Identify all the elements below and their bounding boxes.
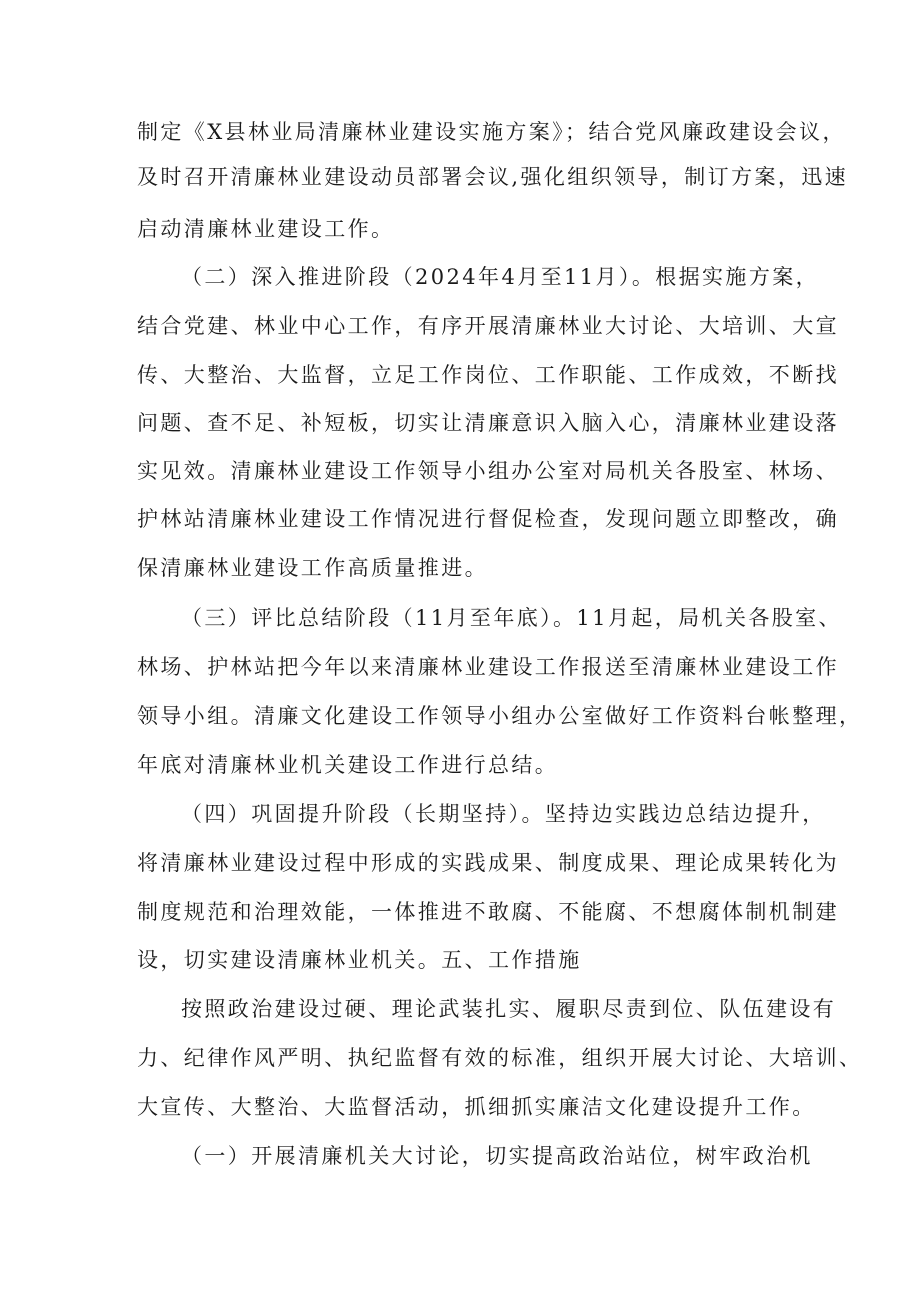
paragraph-first-line: 按照政治建设过硬、理论武装扎实、履职尽责到位、队伍建设有 xyxy=(181,997,837,1021)
text-line: 领导小组。清廉文化建设工作领导小组办公室做好工作资料台帐整理， xyxy=(137,704,863,728)
text-line: 传、大整治、大监督，立足工作岗位、工作职能、工作成效，不断找 xyxy=(137,363,839,387)
text-line: 制度规范和治理效能，一体推进不敢腐、不能腐、不想腐体制机制建 xyxy=(137,900,839,924)
text-line: 结合党建、林业中心工作，有序开展清廉林业大讨论、大培训、大宣 xyxy=(137,314,839,338)
text-line: 实见效。清廉林业建设工作领导小组办公室对局机关各股室、林场、 xyxy=(137,459,839,483)
text-line: 保清廉林业建设工作高质量推进。 xyxy=(137,556,488,580)
text-line: 及时召开清廉林业建设动员部署会议,强化组织领导，制订方案，迅速 xyxy=(137,165,849,189)
text-line: 启动清廉林业建设工作。 xyxy=(137,217,395,241)
text-line: 设，切实建设清廉林业机关。五、工作措施 xyxy=(137,948,582,972)
text-line: 护林站清廉林业建设工作情况进行督促检查，发现问题立即整改，确 xyxy=(137,507,839,531)
text-line: 年底对清廉林业机关建设工作进行总结。 xyxy=(137,753,559,777)
text-line: 大宣传、大整治、大监督活动，抓细抓实廉洁文化建设提升工作。 xyxy=(137,1095,816,1119)
text-line: 将清廉林业建设过程中形成的实践成果、制度成果、理论成果转化为 xyxy=(137,851,839,875)
text-line: 林场、护林站把今年以来清廉林业建设工作报送至清廉林业建设工作 xyxy=(137,655,839,679)
paragraph-heading-line: （三）评比总结阶段（11月至年底）。11月起，局机关各股室、 xyxy=(181,606,842,630)
paragraph-heading-line: （二）深入推进阶段（2024年4月至11月）。根据实施方案， xyxy=(181,265,820,289)
paragraph-heading-line: （一）开展清廉机关大讨论，切实提高政治站位，树牢政治机 xyxy=(181,1144,813,1168)
text-line: 力、纪律作风严明、执纪监督有效的标准，组织开展大讨论、大培训、 xyxy=(137,1046,863,1070)
text-line: 问题、查不足、补短板，切实让清廉意识入脑入心，清廉林业建设落 xyxy=(137,411,839,435)
paragraph-heading-line: （四）巩固提升阶段（长期坚持）。坚持边实践边总结边提升， xyxy=(181,802,826,826)
text-line: 制定《X县林业局清廉林业建设实施方案》；结合党风廉政建设会议， xyxy=(137,120,846,144)
